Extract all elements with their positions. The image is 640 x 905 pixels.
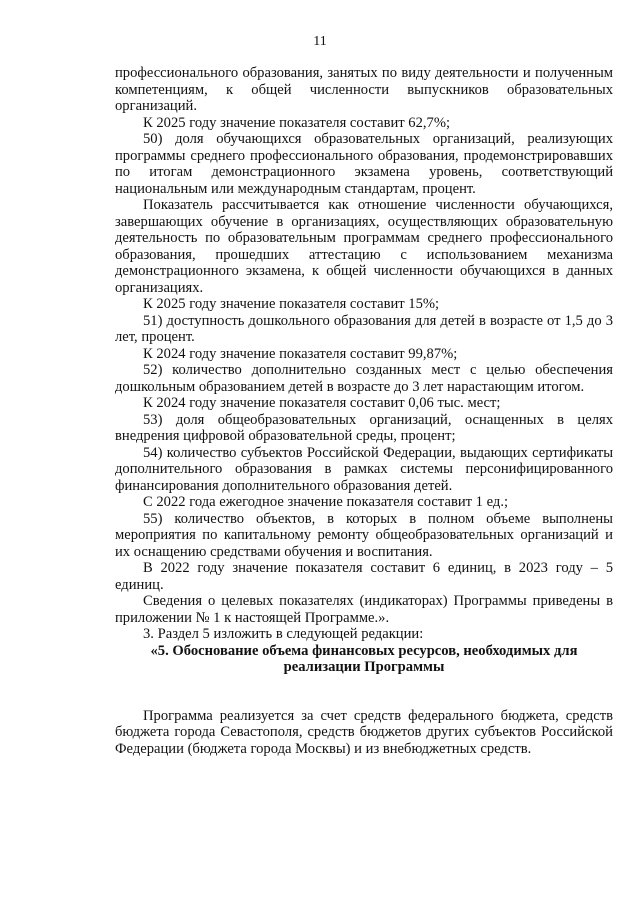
section-heading: «5. Обоснование объема финансовых ресурсов, необходимых для реализации Программы [150, 642, 578, 675]
paragraph: В 2022 году значение показателя составит 6 единиц, в 2023 году – 5 единиц. [115, 560, 613, 593]
paragraph: 3. Раздел 5 изложить в следующей редакции: [143, 626, 424, 642]
page-number: 11 [313, 34, 327, 49]
paragraph: К 2025 году значение показателя составит 62,7%; [143, 114, 451, 131]
paragraph: Показатель рассчитывается как отношение численности обучающихся, завершающих обучение в организациях, осуществляющих образовательную деятельность по образовательным программам среднего профессионального образования, прошедших аттестацию с использованием механизма демонстрационного экзамена, к общей численности обучающихся в данных организациях. [115, 197, 613, 296]
paragraph: К 2024 году значение показателя составит 99,87%; [143, 345, 458, 362]
paragraph: профессионального образования, занятых по виду деятельности и полученным компетенциям, к общей численности выпускников образовательных организаций. [115, 65, 613, 114]
paragraph: Сведения о целевых показателях (индикаторах) Программы приведены в приложении № 1 к настоящей Программе.». [115, 593, 613, 626]
paragraph: К 2025 году значение показателя составит 15%; [143, 296, 440, 312]
paragraph: К 2024 году значение показателя составит 0,06 тыс. мест; [143, 395, 501, 411]
paragraph: 53) доля общеобразовательных организаций, оснащенных в целях внедрения цифровой образовательной среды, процент; [115, 411, 613, 444]
paragraph: Программа реализуется за счет средств федерального бюджета, средств бюджета города Севастополя, средств бюджетов других субъектов Российской Федерации (бюджета города Москвы) и из внебюджетных средств. [115, 707, 613, 757]
paragraph: 54) количество субъектов Российской Федерации, выдающих сертификаты дополнительного образования в рамках системы персонифицированного финансирования дополнительного образования детей. [115, 444, 613, 494]
paragraph: 55) количество объектов, в которых в полном объеме выполнены мероприятия по капитальному ремонту общеобразовательных организаций и их оснащению средствами обучения и воспитания. [115, 510, 613, 560]
paragraph: 50) доля обучающихся образовательных организаций, реализующих программы среднего профессионального образования, продемонстрировавших по итогам демонстрационного экзамена уровень, соответствующий национальным или международным стандартам, процент. [115, 131, 613, 197]
document-body [115, 65, 613, 757]
paragraph: 52) количество дополнительно созданных мест с целью обеспечения дошкольным образованием детей в возрасте до 3 лет нарастающим итогом. [115, 362, 613, 395]
paragraph: 51) доступность дошкольного образования для детей в возрасте от 1,5 до 3 лет, процент. [115, 312, 613, 345]
paragraph: С 2022 года ежегодное значение показателя составит 1 ед.; [143, 494, 509, 510]
